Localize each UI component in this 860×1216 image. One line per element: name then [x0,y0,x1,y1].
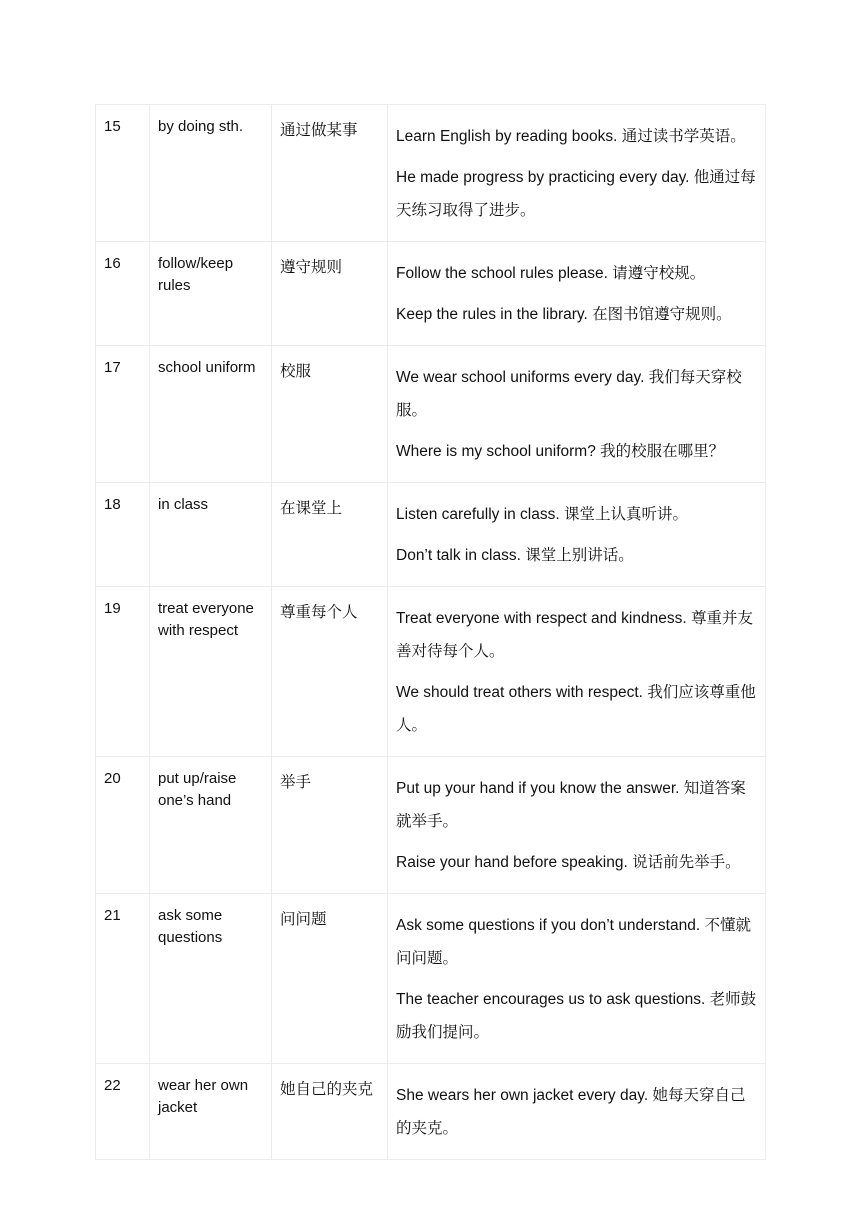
chinese-meaning: 她自己的夹克 [272,1064,388,1160]
example-sentence: Raise your hand before speaking. 说话前先举手。 [396,854,741,871]
row-number: 21 [96,894,150,1064]
example-sentence: Treat everyone with respect and kindness. 尊重并友善对待每个人。 [396,610,753,660]
english-phrase: in class [150,483,272,587]
row-number: 22 [96,1064,150,1160]
english-phrase: by doing sth. [150,105,272,242]
example-sentences [388,894,766,1064]
example-sentence: Ask some questions if you don’t understand. 不懂就问问题。 [396,917,751,967]
example-sentences [388,483,766,587]
example-sentences [388,346,766,483]
english-phrase: put up/raise one’s hand [150,757,272,894]
row-number: 16 [96,242,150,346]
example-sentence: He made progress by practicing every day. 他通过每天练习取得了进步。 [396,169,756,219]
english-phrase: treat everyone with respect [150,587,272,757]
example-sentence: She wears her own jacket every day. 她每天穿自己的夹克。 [396,1087,746,1137]
table-row [96,483,766,587]
row-number: 15 [96,105,150,242]
english-phrase: follow/keep rules [150,242,272,346]
example-sentences [388,757,766,894]
row-number: 18 [96,483,150,587]
vocabulary-table [95,104,766,1160]
english-phrase: wear her own jacket [150,1064,272,1160]
row-number: 19 [96,587,150,757]
example-sentences [388,1064,766,1160]
chinese-meaning: 问问题 [272,894,388,1064]
example-sentence: Follow the school rules please. 请遵守校规。 [396,265,706,282]
table-row [96,242,766,346]
vocabulary-table-body [96,105,766,1160]
example-sentence: Where is my school uniform? 我的校服在哪里？ [396,443,725,460]
example-sentence: We should treat others with respect. 我们应该尊重他人。 [396,684,756,734]
chinese-meaning: 遵守规则 [272,242,388,346]
chinese-meaning: 通过做某事 [272,105,388,242]
row-number: 17 [96,346,150,483]
example-sentences [388,587,766,757]
chinese-meaning: 举手 [272,757,388,894]
table-row [96,105,766,242]
chinese-meaning: 校服 [272,346,388,483]
table-row [96,757,766,894]
row-number: 20 [96,757,150,894]
example-sentence: Keep the rules in the library. 在图书馆遵守规则。 [396,306,732,323]
example-sentence: Listen carefully in class. 课堂上认真听讲。 [396,506,688,523]
table-row [96,1064,766,1160]
chinese-meaning: 在课堂上 [272,483,388,587]
example-sentence: We wear school uniforms every day. 我们每天穿校服。 [396,369,742,419]
example-sentence: The teacher encourages us to ask questions. 老师鼓励我们提问。 [396,991,757,1041]
example-sentence: Don’t talk in class. 课堂上别讲话。 [396,547,634,564]
example-sentence: Put up your hand if you know the answer. 知道答案就举手。 [396,780,746,830]
example-sentence: Learn English by reading books. 通过读书学英语。 [396,128,746,145]
english-phrase: ask some questions [150,894,272,1064]
english-phrase: school uniform [150,346,272,483]
table-row [96,346,766,483]
example-sentences [388,105,766,242]
chinese-meaning: 尊重每个人 [272,587,388,757]
table-row [96,587,766,757]
example-sentences [388,242,766,346]
table-row [96,894,766,1064]
